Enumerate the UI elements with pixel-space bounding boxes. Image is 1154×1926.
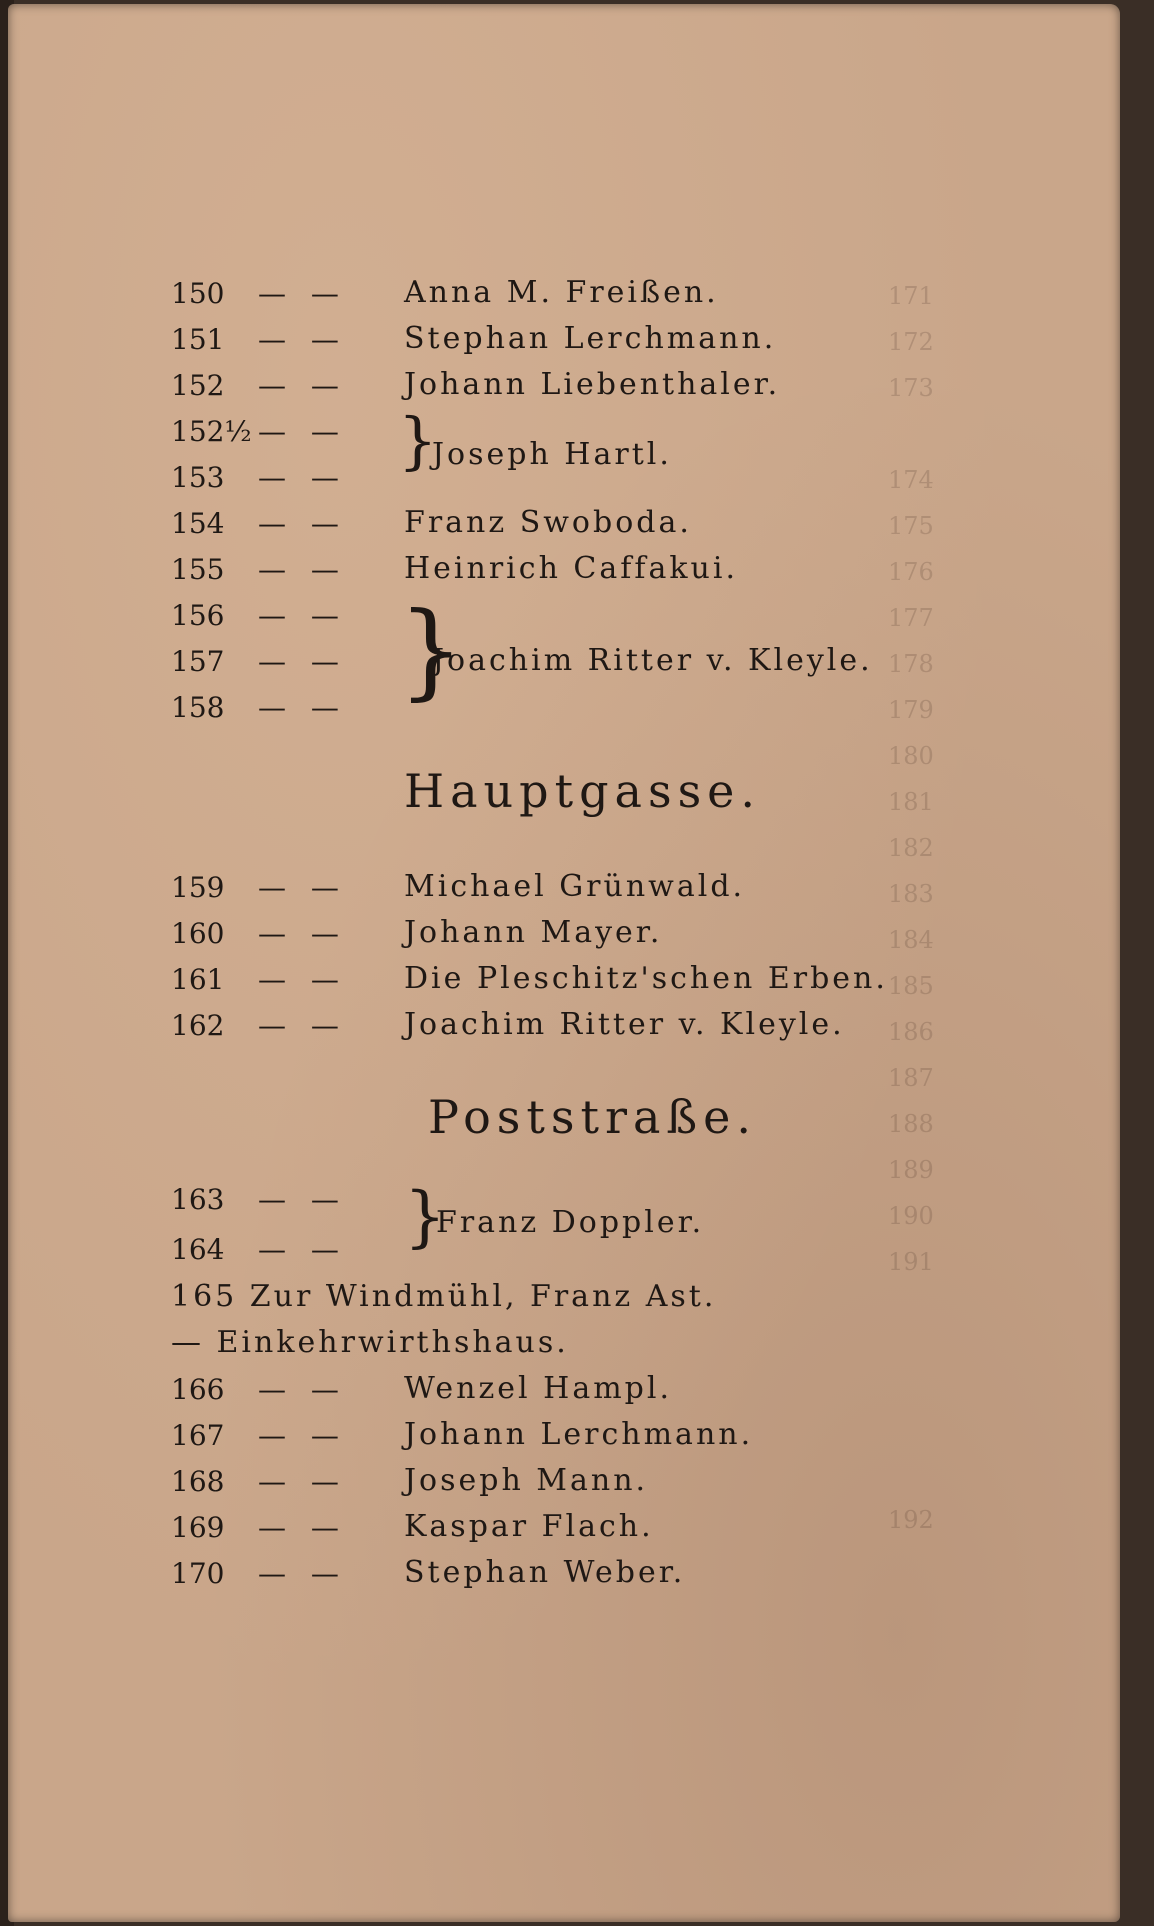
owner-name: Anna M. Freißen. [404,275,719,310]
show-through-number: 180 [888,742,934,770]
show-through-number: 177 [888,604,934,632]
page [8,4,1120,1922]
row-dashes: — — [258,1465,347,1498]
row-dashes: — — [258,1183,347,1216]
house-number: 162 [171,1009,225,1042]
row-dashes: — — [258,691,347,724]
show-through-number: 188 [888,1110,934,1138]
owner-name-grouped: Joseph Hartl. [432,437,672,472]
show-through-number: 183 [888,880,934,908]
row-dashes: — — [258,1009,347,1042]
owner-name: Johann Mayer. [404,915,663,950]
brace: } [404,1178,446,1255]
row-dashes: — — [258,1511,347,1544]
show-through-number: 179 [888,696,934,724]
row-dashes: — — [258,553,347,586]
owner-name: Kaspar Flach. [404,1509,654,1544]
street-heading: Poststraße. [428,1090,757,1144]
house-number: 158 [171,691,225,724]
row-dashes: — — [258,1557,347,1590]
house-number: 167 [171,1419,225,1452]
owner-name: Stephan Lerchmann. [404,321,777,356]
show-through-number: 175 [888,512,934,540]
row-dashes: — — [258,963,347,996]
owner-name: Johann Liebenthaler. [404,367,781,402]
show-through-number: 182 [888,834,934,862]
house-number: 160 [171,917,225,950]
inn-type: — Einkehrwirthshaus. [171,1325,569,1360]
row-dashes: — — [258,645,347,678]
owner-name-grouped: Joachim Ritter v. Kleyle. [432,643,873,678]
brace: } [398,589,465,711]
owner-name: Johann Lerchmann. [404,1417,754,1452]
house-number: 169 [171,1511,225,1544]
row-dashes: — — [258,323,347,356]
show-through-number: 187 [888,1064,934,1092]
row-dashes: — — [258,1373,347,1406]
row-dashes: — — [258,917,347,950]
row-dashes: — — [258,277,347,310]
inn-entry: 165 Zur Windmühl, Franz Ast. [171,1279,717,1314]
house-number: 164 [171,1233,225,1266]
house-number: 152 [171,369,225,402]
show-through-number: 176 [888,558,934,586]
row-dashes: — — [258,871,347,904]
owner-name: Wenzel Hampl. [404,1371,672,1406]
show-through-number: 190 [888,1202,934,1230]
show-through-number: 181 [888,788,934,816]
house-number: 161 [171,963,225,996]
show-through-number: 186 [888,1018,934,1046]
owner-name-grouped: Franz Doppler. [436,1205,705,1240]
house-number: 168 [171,1465,225,1498]
house-number: 170 [171,1557,225,1590]
owner-name: Michael Grünwald. [404,869,746,904]
show-through-number: 192 [888,1506,934,1534]
house-number: 163 [171,1183,225,1216]
owner-name: Joseph Mann. [404,1463,649,1498]
show-through-number: 174 [888,466,934,494]
house-number: 166 [171,1373,225,1406]
row-dashes: — — [258,369,347,402]
show-through-number: 178 [888,650,934,678]
owner-name: Die Pleschitz'schen Erben. [404,961,888,996]
house-number: 154 [171,507,225,540]
row-dashes: — — [258,1419,347,1452]
house-number: 153 [171,461,225,494]
row-dashes: — — [258,415,347,448]
row-dashes: — — [258,599,347,632]
show-through-number: 189 [888,1156,934,1184]
brace: } [398,404,438,477]
show-through-number: 185 [888,972,934,1000]
house-number: 159 [171,871,225,904]
row-dashes: — — [258,461,347,494]
show-through-number: 173 [888,374,934,402]
street-heading: Hauptgasse. [404,764,762,818]
show-through-number: 172 [888,328,934,356]
owner-name: Heinrich Caffakui. [404,551,738,586]
house-number: 155 [171,553,225,586]
house-number: 150 [171,277,225,310]
house-number: 157 [171,645,225,678]
row-dashes: — — [258,507,347,540]
show-through-number: 191 [888,1248,934,1276]
row-dashes: — — [258,1233,347,1266]
house-number: 156 [171,599,225,632]
owner-name: Stephan Weber. [404,1555,686,1590]
house-number: 152½ [171,415,252,448]
owner-name: Franz Swoboda. [404,505,692,540]
show-through-number: 184 [888,926,934,954]
owner-name: Joachim Ritter v. Kleyle. [404,1007,845,1042]
show-through-number: 171 [888,282,934,310]
house-number: 151 [171,323,225,356]
